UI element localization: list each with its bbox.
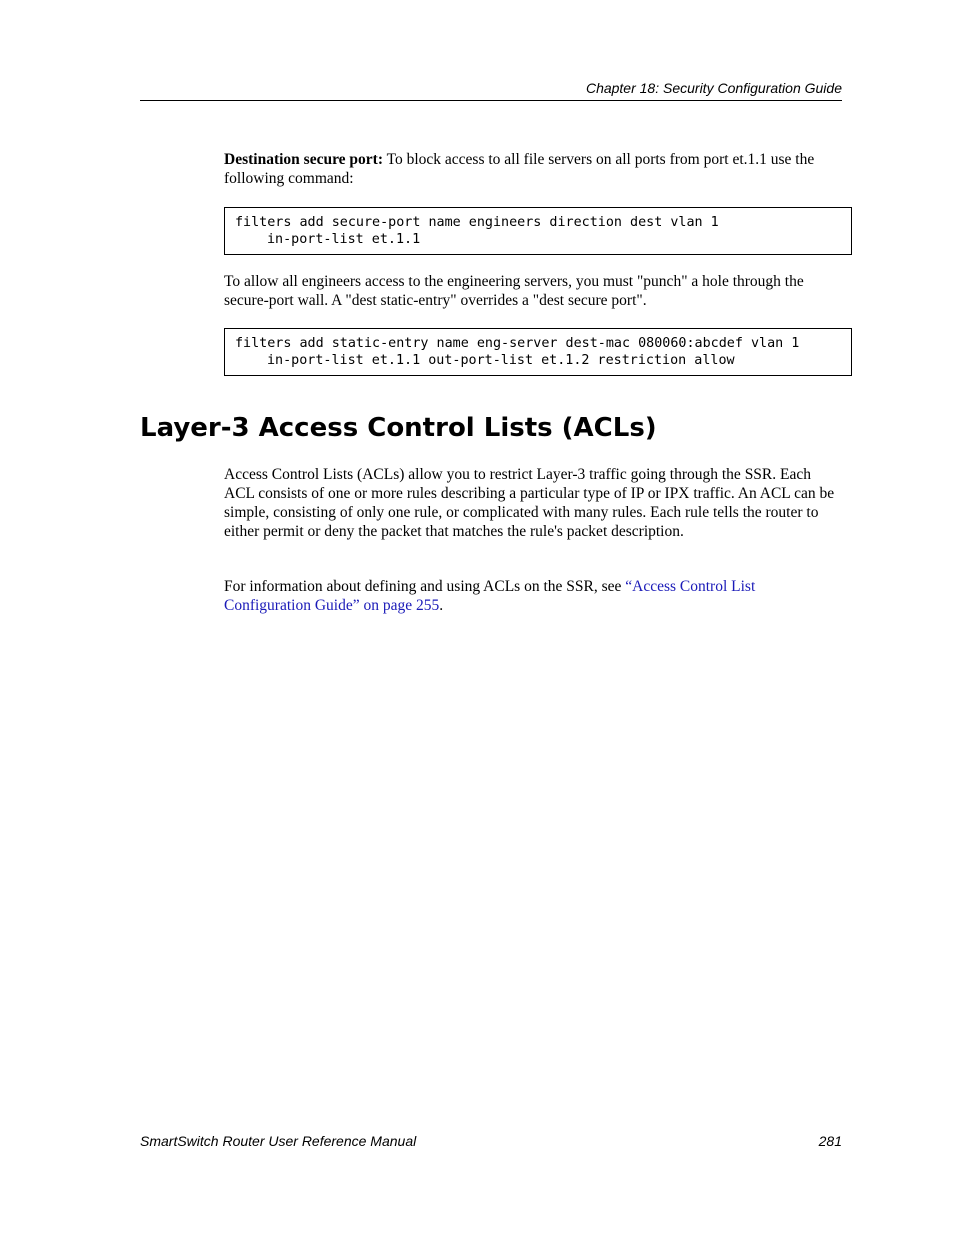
destination-secure-port-lead: Destination secure port: xyxy=(224,151,383,168)
footer-page-number: 281 xyxy=(818,1133,842,1149)
static-entry-text: To allow all engineers access to the engineering servers, you must "punch" a hole through the secure-port wall. A "dest static-entry" overrides a "dest secure port". xyxy=(224,273,804,309)
header-rule xyxy=(140,100,842,101)
code-line: filters add secure-port name engineers direction dest vlan 1 xyxy=(235,215,719,230)
static-entry-code-block xyxy=(224,328,852,376)
code-line: in-port-list et.1.1 out-port-list et.1.2 restriction allow xyxy=(267,353,735,368)
code-line: in-port-list et.1.1 xyxy=(267,232,421,247)
footer-manual-title: SmartSwitch Router User Reference Manual xyxy=(140,1133,417,1149)
acl-reference-end: . xyxy=(439,597,444,614)
destination-secure-port-paragraph xyxy=(224,150,842,188)
static-entry-paragraph xyxy=(224,272,842,310)
acl-reference-paragraph xyxy=(224,577,842,615)
acl-intro-paragraph xyxy=(224,465,842,541)
acl-reference-text: For information about defining and using ACLs on the SSR, see xyxy=(224,578,626,595)
acl-config-guide-link[interactable]: “Access Control List Configuration Guide” on page 255 xyxy=(224,578,756,614)
section-heading: Layer-3 Access Control Lists (ACLs) xyxy=(140,413,657,443)
secure-port-code-block xyxy=(224,207,852,255)
code-line: filters add static-entry name eng-server dest-mac 080060:abcdef vlan 1 xyxy=(235,336,800,351)
destination-secure-port-text: To block access to all file servers on all ports from port et.1.1 use the following command: xyxy=(224,151,815,187)
running-header: Chapter 18: Security Configuration Guide xyxy=(585,80,842,96)
acl-intro-text: Access Control Lists (ACLs) allow you to restrict Layer-3 traffic going through the SSR. Each ACL consists of one or more rules describing a particular type of IP or IPX traffic. An ACL can be simple, consisting of only one rule, or complicated with many rules. Each rule tells the router to either permit or deny the packet that matches the rule's packet description. xyxy=(224,466,835,540)
